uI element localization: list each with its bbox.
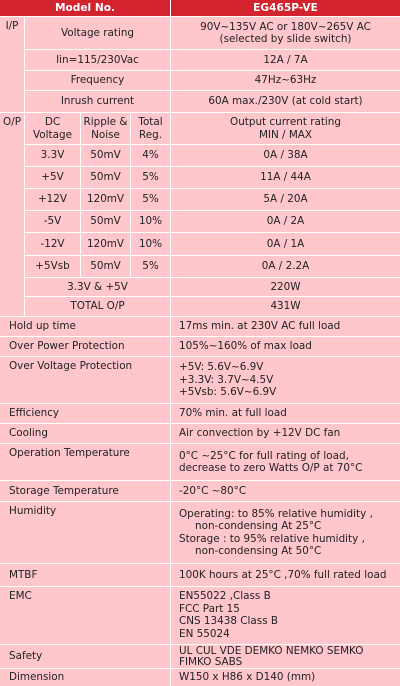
output-ripple-cell: 120mV — [81, 233, 130, 255]
emc-value — [171, 587, 400, 644]
model-value: EG465P-VE — [171, 0, 400, 16]
output-ripple-cell: 50mV — [81, 211, 130, 232]
total-output-value: 431W — [171, 297, 400, 316]
output-voltage-cell: +5V — [25, 167, 80, 188]
ripple-noise-header-line: Ripple & — [83, 116, 128, 128]
voltage-rating-line: (selected by slide switch) — [219, 33, 352, 45]
output-reg-cell: 4% — [131, 145, 170, 166]
opp-value: 105%~160% of max load — [171, 337, 400, 356]
ovp-line: +3.3V: 3.7V~4.5V — [179, 373, 274, 386]
humidity-line: Operating: to 85% relative humidity , — [179, 507, 373, 520]
output-ripple-cell: 120mV — [81, 189, 130, 210]
hold-up-label: Hold up time — [0, 317, 170, 336]
emc-label: EMC — [0, 587, 170, 644]
efficiency-label: Efficiency — [0, 404, 170, 423]
output-reg-cell: 10% — [131, 233, 170, 255]
output-voltage-cell: -12V — [25, 233, 80, 255]
ovp-line: +5V: 5.6V~6.9V — [179, 361, 264, 374]
total-reg-header-line: Total — [138, 116, 163, 128]
total-reg-header-line: Reg. — [138, 128, 163, 141]
output-reg-cell: 5% — [131, 189, 170, 210]
output-current-cell: 11A / 44A — [171, 167, 400, 188]
cooling-label: Cooling — [0, 424, 170, 443]
voltage-rating-line: 90V~135V AC or 180V~265V AC — [200, 20, 371, 33]
output-reg-cell: 10% — [131, 211, 170, 232]
hold-up-value: 17ms min. at 230V AC full load — [171, 317, 400, 336]
operation-temp-value — [171, 444, 400, 480]
current-rating-header-line: MIN / MAX — [258, 128, 313, 141]
operation-temp-line: 0°C ~25°C for full rating of load, — [179, 449, 349, 462]
combined-power-label: 3.3V & +5V — [25, 278, 170, 296]
ovp-value — [171, 357, 400, 403]
input-section-label: I/P — [0, 17, 24, 112]
ovp-label: Over Voltage Protection — [0, 357, 170, 403]
storage-temp-value: -20°C ~80°C — [171, 481, 400, 501]
inrush-value: 60A max./230V (at cold start) — [171, 91, 400, 112]
mtbf-label: MTBF — [0, 564, 170, 586]
output-current-cell: 0A / 1A — [171, 233, 400, 255]
output-reg-cell: 5% — [131, 256, 170, 277]
safety-label: Safety — [0, 645, 170, 668]
operation-temp-label: Operation Temperature — [0, 444, 170, 480]
output-ripple-cell: 50mV — [81, 167, 130, 188]
output-reg-cell: 5% — [131, 167, 170, 188]
current-rating-header-line: Output current rating — [230, 116, 341, 128]
safety-line: UL CUL VDE DEMKO NEMKO SEMKO — [179, 645, 364, 657]
output-voltage-cell: +12V — [25, 189, 80, 210]
output-voltage-cell: +5Vsb — [25, 256, 80, 277]
inrush-label: Inrush current — [25, 91, 170, 112]
dc-voltage-header-line: DC — [44, 116, 61, 128]
output-current-cell: 0A / 2A — [171, 211, 400, 232]
total-reg-header — [131, 113, 170, 144]
efficiency-value: 70% min. at full load — [171, 404, 400, 423]
current-rating-header — [171, 113, 400, 144]
output-current-cell: 5A / 20A — [171, 189, 400, 210]
frequency-label: Frequency — [25, 71, 170, 90]
output-ripple-cell: 50mV — [81, 256, 130, 277]
frequency-value: 47Hz~63Hz — [171, 71, 400, 90]
opp-label: Over Power Protection — [0, 337, 170, 356]
ripple-noise-header — [81, 113, 130, 144]
emc-line: EN55022 ,Class B — [179, 590, 271, 602]
emc-line: CNS 13438 Class B — [179, 615, 279, 627]
humidity-value — [171, 502, 400, 563]
safety-value — [171, 645, 400, 668]
total-output-label: TOTAL O/P — [25, 297, 170, 316]
dc-voltage-header — [25, 113, 80, 144]
ripple-noise-header-line: Noise — [91, 128, 120, 141]
cooling-value: Air convection by +12V DC fan — [171, 424, 400, 443]
safety-line: FIMKO SABS — [179, 655, 243, 668]
ovp-line: +5Vsb: 5.6V~6.9V — [179, 386, 277, 399]
voltage-rating-label: Voltage rating — [25, 17, 170, 49]
output-current-cell: 0A / 38A — [171, 145, 400, 166]
iin-label: Iin=115/230Vac — [25, 50, 170, 70]
humidity-line: non-condensing At 50°C — [195, 545, 322, 557]
output-section-label: O/P — [0, 113, 24, 316]
storage-temp-label: Storage Temperature — [0, 481, 170, 501]
operation-temp-line: decrease to zero Watts O/P at 70°C — [179, 462, 363, 474]
dimension-value: W150 x H86 x D140 (mm) — [171, 669, 400, 686]
humidity-line: Storage : to 95% relative humidity , — [179, 532, 365, 545]
mtbf-value: 100K hours at 25°C ,70% full rated load — [171, 564, 400, 586]
humidity-label: Humidity — [0, 502, 170, 563]
dc-voltage-header-line: Voltage — [33, 128, 72, 141]
output-voltage-cell: -5V — [25, 211, 80, 232]
iin-value: 12A / 7A — [171, 50, 400, 70]
emc-line: FCC Part 15 — [179, 602, 240, 615]
output-voltage-cell: 3.3V — [25, 145, 80, 166]
dimension-label: Dimension — [0, 669, 170, 686]
model-label: Model No. — [0, 0, 170, 16]
emc-line: EN 55024 — [179, 627, 230, 640]
combined-power-value: 220W — [171, 278, 400, 296]
humidity-line: non-condensing At 25°C — [195, 520, 322, 532]
voltage-rating-value — [171, 17, 400, 49]
output-current-cell: 0A / 2.2A — [171, 256, 400, 277]
output-ripple-cell: 50mV — [81, 145, 130, 166]
